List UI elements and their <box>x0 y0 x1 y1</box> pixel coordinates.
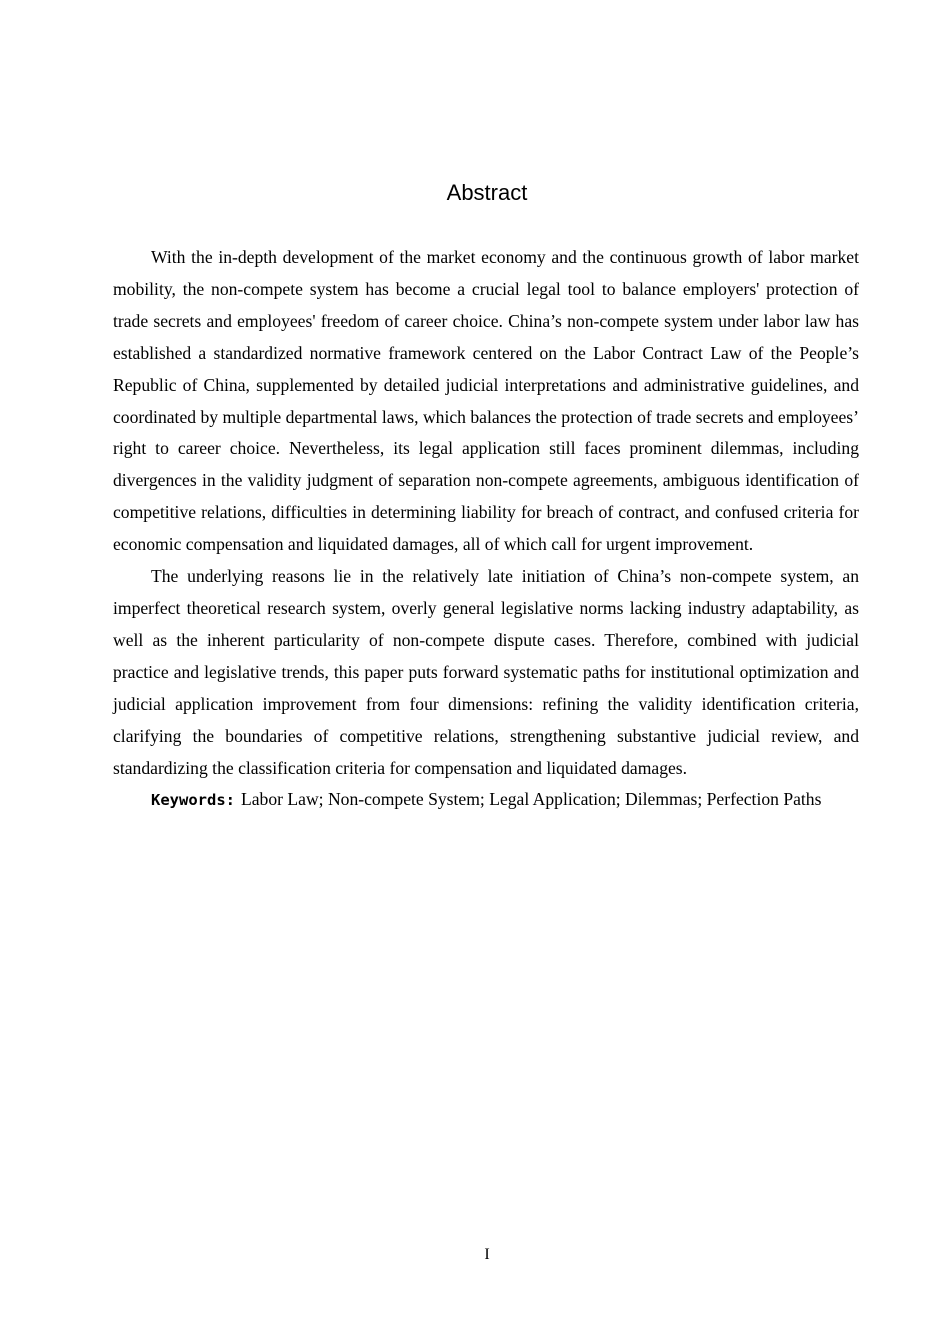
keywords-line <box>113 784 859 817</box>
abstract-paragraph-2: The underlying reasons lie in the relatively late initiation of China’s non-compete system, an imperfect theoretical research system, overly general legislative norms lacking industry adaptability, as well as the inherent particularity of non-compete dispute cases. Therefore, combined with judicial practice and legislative trends, this paper puts forward systematic paths for institutional optimization and judicial application improvement from four dimensions: refining the validity identification criteria, clarifying the boundaries of competitive relations, strengthening substantive judicial review, and standardizing the classification criteria for compensation and liquidated damages. <box>113 566 859 778</box>
abstract-title: Abstract <box>446 180 528 205</box>
keywords-label: Keywords: <box>151 791 235 810</box>
keywords-text: Labor Law; Non-compete System; Legal Application; Dilemmas; Perfection Paths <box>241 789 822 810</box>
page-number: I <box>484 1246 490 1263</box>
abstract-paragraph-1: With the in-depth development of the market economy and the continuous growth of labor market mobility, the non-compete system has become a crucial legal tool to balance employers' protection of trade secrets and employees' freedom of career choice. China’s non-compete system under labor law has established a standardized normative framework centered on the Labor Contract Law of the People’s Republic of China, supplemented by detailed judicial interpretations and administrative guidelines, and coordinated by multiple departmental laws, which balances the protection of trade secrets and employees’ right to career choice. Nevertheless, its legal application still faces prominent dilemmas, including divergences in the validity judgment of separation non-compete agreements, ambiguous identification of competitive relations, difficulties in determining liability for breach of contract, and confused criteria for economic compensation and liquidated damages, all of which call for urgent improvement. <box>113 247 859 555</box>
abstract-body <box>113 242 859 817</box>
